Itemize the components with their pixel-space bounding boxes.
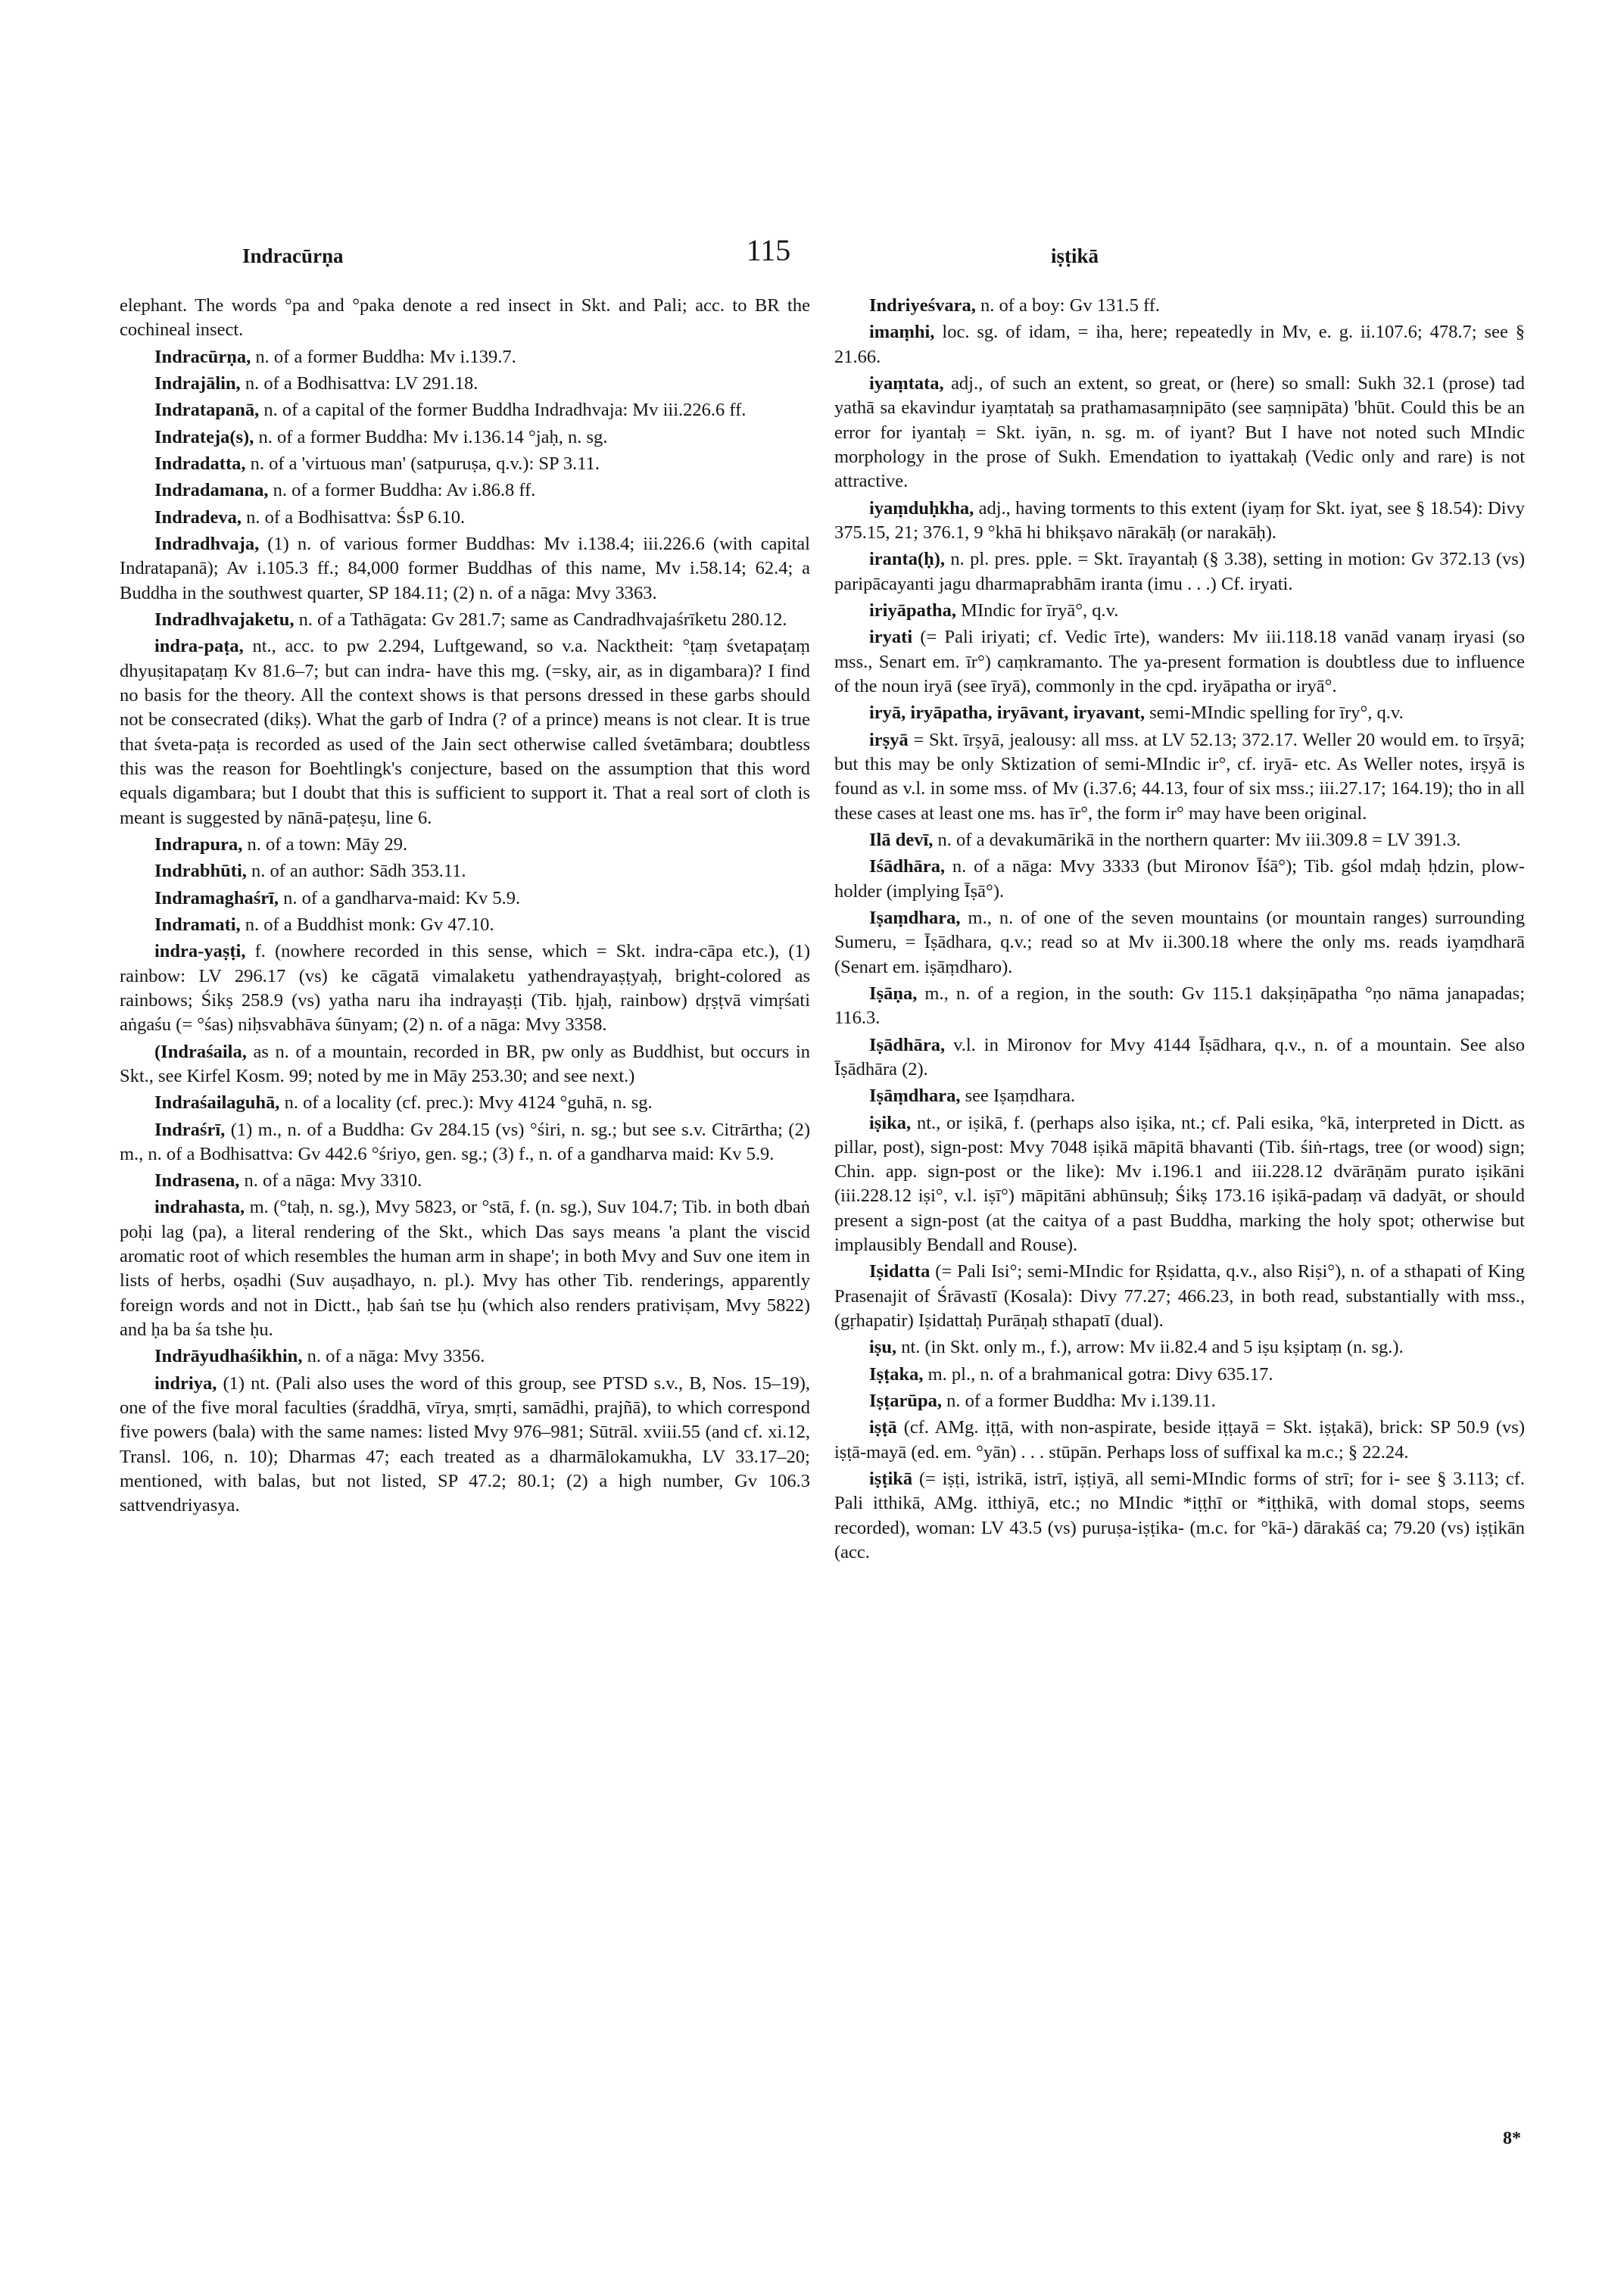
entry-text: (= iṣṭi, istrikā, istrī, iṣṭiyā, all semi-MIndic forms of strī; for i- see § 3.113; cf. Pali itthikā, AMg. itthiyā, etc.; no MIndic *iṭṭhī or *iṭṭhikā, with domal stops, seems recorded), woman: LV 43.5 (vs) puruṣa-iṣṭika- (m.c. for °kā-) dārakāś ca; 79.20 (vs) iṣṭikān (acc. <box>834 1469 1525 1563</box>
dictionary-entry <box>120 1169 810 1193</box>
entry-text: as n. of a mountain, recorded in BR, pw only as Buddhist, but occurs in Skt., see Kirfel Kosm. 99; noted by me in Māy 253.30; and see next.) <box>120 1041 811 1086</box>
entry-headword: Iṣādhāra, <box>869 1034 946 1055</box>
entry-text: n. of a boy: Gv 131.5 ff. <box>980 295 1161 316</box>
entry-text: (1) nt. (Pali also uses the word of this group, see PTSD s.v., B, Nos. 15–19), one of the five moral faculties (śraddhā, vīrya, smṛti, samādhi, prajñā), to which correspond five powers (bala) with the same names: listed Mvy 976–981; Sūtrāl. xviii.55 (and cf. xi.12, Transl. 106, n. 10); Dharmas 47; each treated as a dharmālokamukha, LV 33.17–20; mentioned, with balas, but not listed, SP 47.2; 80.1; (2) a high number, Gv 106.3 sattvendriyasya. <box>120 1372 810 1516</box>
dictionary-entry <box>834 1084 1525 1108</box>
dictionary-entry <box>834 1111 1525 1258</box>
entry-headword: indra-paṭa, <box>154 636 244 657</box>
dictionary-entry <box>120 859 810 883</box>
entry-text: nt., acc. to pw 2.294, Luftgewand, so v.a. Nacktheit: °ṭaṃ śvetapaṭaṃ dhyuṣitapaṭaṃ Kv 81.6–7; but can indra- have this mg. (=sky, air, as in digambara)? I find no basis for the theory. All the context shows is that persons dressed in these garbs should not be consecrated (dikṣ). What the garb of Indra (? of a prince) means is not clear. It is true that śveta-paṭa is recorded as used of the Jain sect otherwise called śvetāmbara; doubtless this was the reason for Boehtlingk's conjecture, based on the assumption that this word equals digambara; but I doubt that this is sufficient to support it. That a real sort of cloth is meant is suggested by nānā-paṭeṣu, line 6. <box>120 636 810 828</box>
dictionary-entry <box>120 478 810 503</box>
entry-text: adj., of such an extent, so great, or (here) so small: Sukh 32.1 (prose) tad yathā sa ekavindur iyaṃtataḥ sa prathamasaṃnipāto (see saṃnipāta) 'bhūt. Could this be an error for iyantaḥ = Skt. iyān, n. sg. m. of iyant? But I have not noted such MIndic morphology in the prose of Sukh. Emendation to iyattakaḥ (Vedic only and rare) is not attractive. <box>834 372 1526 492</box>
entry-text: n. of a former Buddha: Mv i.139.11. <box>946 1391 1216 1412</box>
entry-headword: Indraśailaguhā, <box>154 1092 280 1114</box>
dictionary-entry <box>834 1033 1525 1083</box>
entry-text: n. of a nāga: Mvy 3310. <box>244 1170 422 1192</box>
entry-text: (1) m., n. of a Buddha: Gv 284.15 (vs) °śiri, n. sg.; but see s.v. Citrārtha; (2) m., n. of a Bodhisattva: Gv 442.6 °śriyo, gen. sg.; (3) f., n. of a gandharva maid: Kv 5.9. <box>120 1119 811 1164</box>
entry-headword: indra-yaṣṭi, <box>154 941 246 962</box>
entry-text: n. of a Tathāgata: Gv 281.7; same as Candradhvajaśrīketu 280.12. <box>298 609 787 630</box>
entry-text: adj., having torments to this extent (iyaṃ for Skt. iyat, see § 18.54): Divy 375.15, 21; 376.1, 9 °khā hi bhikṣavo nārakāḥ (or narakāḥ). <box>834 497 1526 543</box>
dictionary-entry <box>834 1467 1525 1565</box>
dictionary-entry <box>120 634 810 830</box>
entry-headword: Indramati, <box>154 914 241 935</box>
entry-text: loc. sg. of idam, = iha, here; repeatedly in Mv, e. g. ii.107.6; 478.7; see § 21.66. <box>834 322 1526 367</box>
dictionary-entry <box>120 294 810 343</box>
entry-text: m., n. of one of the seven mountains (or mountain ranges) surrounding Sumeru, = Īṣādhara, q.v.; read so at Mv ii.300.18 where the only ms. reads iyaṃdharā (Senart em. iṣāṃdharo). <box>834 907 1526 977</box>
dictionary-entry <box>120 608 810 632</box>
entry-text: (1) n. of various former Buddhas: Mv i.138.4; iii.226.6 (with capital Indratapanā); Av i.105.3 ff.; 84,000 former Buddhas of this name, Mv i.58.14; 62.4; a Buddha in the southwest quarter, SP 184.11; (2) n. of a nāga: Mvy 3363. <box>120 533 810 603</box>
entry-text: m., n. of a region, in the south: Gv 115.1 dakṣiṇāpatha °ṇo nāma janapadas; 116.3. <box>834 983 1525 1029</box>
entry-text: n. of a former Buddha: Av i.86.8 ff. <box>273 480 536 501</box>
dictionary-entry <box>120 425 810 450</box>
entry-headword: Indradhvaja, <box>154 533 260 554</box>
entry-text: = Skt. īrṣyā, jealousy: all mss. at LV 52.13; 372.17. Weller 20 would em. to īrṣyā; but this may be only Sktization of semi-MIndic ir°, cf. iryā- etc. As Weller notes, irṣyā is found as v.l. in some mss. of Mv (i.37.6; 44.13, four of six mss.; iii.27.17; 164.19); tho in all these cases at least one ms. has īr°, the form ir° may have been original. <box>834 729 1526 824</box>
dictionary-entry <box>834 497 1525 546</box>
entry-headword: iṣika, <box>869 1112 912 1133</box>
entry-text: m. pl., n. of a brahmanical gotra: Divy 635.17. <box>927 1363 1273 1385</box>
entry-headword: indriya, <box>154 1372 217 1394</box>
running-head-right: iṣṭikā <box>1051 245 1099 267</box>
dictionary-entry <box>120 506 810 530</box>
entry-headword: indrahasta, <box>154 1197 245 1218</box>
dictionary-entry <box>120 1372 810 1519</box>
dictionary-entry <box>834 599 1525 623</box>
dictionary-entry <box>834 1416 1525 1465</box>
entry-headword: Iṣidatta <box>869 1261 930 1282</box>
entry-text: (= Pali Isi°; semi-MIndic for Ṛṣidatta, q.v., also Riṣi°), n. of a sthapati of King Prasenajit of Śrāvastī (Kosala): Divy 77.27; 466.23, in both read, substantially with mss., (gṛhapatir) Iṣidattaḥ Purāṇaḥ sthapatī (dual). <box>834 1261 1526 1332</box>
entry-text: nt. (in Skt. only m., f.), arrow: Mv ii.82.4 and 5 iṣu kṣiptaṃ (n. sg.). <box>901 1337 1404 1358</box>
entry-text: elephant. The words °pa and °paka denote a red insect in Skt. and Pali; acc. to BR the cochineal insect. <box>120 295 810 341</box>
dictionary-entry <box>834 728 1525 826</box>
entry-headword: Iṣṭaka, <box>869 1363 924 1385</box>
entry-headword: Iṣāṃdhara, <box>869 1086 961 1107</box>
entry-text: MIndic for īryā°, q.v. <box>961 600 1119 621</box>
entry-headword: iryā, iryāpatha, iryāvant, iryavant, <box>869 703 1146 724</box>
entry-headword: iṣṭikā <box>869 1469 913 1490</box>
entry-headword: Indracūrṇa, <box>154 346 251 367</box>
entry-headword: iṣu, <box>869 1337 897 1358</box>
dictionary-entry <box>834 1389 1525 1413</box>
entry-text: n. of a nāga: Mvy 3333 (but Mironov Īśā°); Tib. gśol mdaḥ ḥdzin, plow-holder (implying Īṣā°). <box>834 856 1526 902</box>
entry-text: n. of a 'virtuous man' (satpuruṣa, q.v.): SP 3.11. <box>250 453 600 474</box>
entry-headword: Iṣāṇa, <box>869 983 918 1004</box>
dictionary-entry <box>834 1260 1525 1333</box>
dictionary-entry <box>120 939 810 1037</box>
dictionary-entry <box>834 855 1525 904</box>
entry-headword: Iṣaṃdhara, <box>869 907 961 928</box>
entry-headword: Indriyeśvara, <box>869 295 976 316</box>
dictionary-entry <box>120 1118 810 1167</box>
entry-text: (= Pali iriyati; cf. Vedic īrte), wanders: Mv iii.118.18 vanād vanaṃ iryasi (so mss., Senart em. īr°) caṃkramanto. The ya-present formation is doubtless due to influence of the noun iryā (see īryā), commonly in the cpd. iryāpatha or iryā°. <box>834 627 1525 696</box>
entry-text: n. of a Buddhist monk: Gv 47.10. <box>245 914 494 935</box>
dictionary-entry <box>120 913 810 937</box>
entry-headword: Indramaghaśrī, <box>154 887 279 908</box>
entry-text: n. of a town: Māy 29. <box>247 833 408 855</box>
dictionary-entry <box>834 625 1525 699</box>
entry-headword: irṣyā <box>869 729 909 750</box>
dictionary-entry <box>834 372 1525 494</box>
entry-text: n. of a nāga: Mvy 3356. <box>307 1346 485 1367</box>
dictionary-entry <box>120 345 810 369</box>
entry-text: n. of a Bodhisattva: ŚsP 6.10. <box>246 506 466 528</box>
entry-text: nt., or iṣikā, f. (perhaps also iṣika, nt.; cf. Pali esika, °kā, interpreted in Dictt. as pillar, post), sign-post: Mvy 7048 iṣikā māpitā bhavanti (Tib. śiṅ-rtags, tree (or wood) sign; Chin. app. sign-post or the like): Mv i.196.1 and iii.228.12 dvārāṇām purato iṣikāni (iii.228.12 iṣi°, v.l. iṣī°) māpitāni abhūnsuḥ; Śikṣ 173.16 iṣikā-padaṃ vā dadyāt, or should present a sign-post (at the caitya of a past Buddha, marking the holy spot; otherwise but implausibly Bendall and Rouse). <box>834 1112 1526 1256</box>
dictionary-entry <box>120 1091 810 1115</box>
entry-text: n. of a Bodhisattva: LV 291.18. <box>245 372 478 394</box>
entry-headword: Indradatta, <box>154 453 246 474</box>
entry-headword: iriyāpatha, <box>869 600 957 621</box>
entry-headword: imaṃhi, <box>869 322 935 343</box>
entry-headword: Indrabhūti, <box>154 861 247 882</box>
dictionary-entry <box>120 452 810 476</box>
entry-headword: iṣṭā <box>869 1417 897 1438</box>
entry-text: v.l. in Mironov for Mvy 4144 Īṣādhara, q.v., n. of a mountain. See also Īṣādhāra (2). <box>834 1034 1525 1080</box>
dictionary-entry <box>120 1040 810 1089</box>
entry-text: semi-MIndic spelling for īry°, q.v. <box>1149 703 1404 724</box>
entry-headword: Indrajālin, <box>154 372 241 394</box>
entry-headword: Indradhvajaketu, <box>154 609 295 630</box>
entry-text: n. of a former Buddha: Mv i.139.7. <box>255 346 516 367</box>
entry-text: f. (nowhere recorded in this sense, which = Skt. indra-cāpa etc.), (1) rainbow: LV 296.17 (vs) ke cāgatā vimalaketu yathendrayaṣṭyaḥ, bright-colored as rainbows; Śikṣ 258.9 (vs) yatha naru iha indrayaṣṭi (Tib. ḥjaḥ, rainbow) dṛṣṭvā vimṛśati aṅgaśu (= °śas) niḥsvabhāva śūnyam; (2) n. of a nāga: Mvy 3358. <box>120 941 810 1036</box>
entry-headword: iyaṃduḥkha, <box>869 497 974 519</box>
entry-text: m. (°taḥ, n. sg.), Mvy 5823, or °stā, f. (n. sg.), Suv 104.7; Tib. in both dbaṅ poḥi lag (pa), a literal rendering of the Skt., which Das says means 'a plant the viscid aromatic root of which resembles the human arm in shape'; in both Mvy and Suv one item in lists of herbs, oṣadhi (Suv auṣadhayo, n. pl.). Mvy has other Tib. renderings, apparently foreign words and not in Dictt., ḥab śaṅ tse ḥu (which also renders prativiṣam, Mvy 5822) and ḥa ba śa tshe ḥu. <box>120 1197 811 1341</box>
signature-mark: 8* <box>1503 2129 1521 2148</box>
entry-text: see Iṣaṃdhara. <box>965 1086 1076 1107</box>
entry-text: n. of a devakumārikā in the northern quarter: Mv iii.309.8 = LV 391.3. <box>937 829 1461 850</box>
dictionary-entry <box>834 1363 1525 1387</box>
dictionary-entry <box>120 886 810 911</box>
entry-headword: iryati <box>869 627 913 648</box>
dictionary-entry <box>120 1195 810 1342</box>
left-column <box>120 294 810 1521</box>
dictionary-entry <box>120 532 810 606</box>
entry-headword: iyaṃtata, <box>869 372 944 394</box>
running-head-left: Indracūrṇa <box>242 245 344 267</box>
right-column <box>834 294 1525 1567</box>
entry-text: n. of a former Buddha: Mv i.136.14 °jaḥ, n. sg. <box>258 426 608 447</box>
entry-headword: Indrāyudhaśikhin, <box>154 1346 303 1367</box>
dictionary-entry <box>834 320 1525 369</box>
dictionary-entry <box>834 906 1525 980</box>
entry-headword: Iṣṭarūpa, <box>869 1391 942 1412</box>
entry-headword: Indradamana, <box>154 480 269 501</box>
entry-headword: Indradeva, <box>154 506 242 528</box>
entry-headword: Indrasena, <box>154 1170 240 1192</box>
dictionary-entry <box>834 1335 1525 1360</box>
entry-headword: Indrapura, <box>154 833 243 855</box>
entry-text: (cf. AMg. iṭṭā, with non-aspirate, beside iṭṭayā = Skt. iṣṭakā), brick: SP 50.9 (vs) iṣṭā-mayā (ed. em. °yān) . . . stūpān. Perhaps loss of suffixal ka m.c.; § 22.24. <box>834 1417 1525 1463</box>
dictionary-entry <box>834 294 1525 318</box>
entry-headword: Indratapanā, <box>154 400 260 421</box>
entry-headword: Iśādhāra, <box>869 856 946 877</box>
dictionary-entry <box>834 828 1525 852</box>
entry-headword: Indrateja(s), <box>154 426 254 447</box>
dictionary-entry <box>120 1344 810 1369</box>
entry-headword: Indraśrī, <box>154 1119 226 1140</box>
dictionary-entry <box>834 547 1525 597</box>
entry-headword: Ilā devī, <box>869 829 934 850</box>
dictionary-entry <box>834 982 1525 1031</box>
entry-text: n. of a gandharva-maid: Kv 5.9. <box>283 887 521 908</box>
entry-text: n. of a capital of the former Buddha Indradhvaja: Mv iii.226.6 ff. <box>263 400 747 421</box>
entry-text: n. of an author: Sādh 353.11. <box>251 861 466 882</box>
dictionary-entry <box>120 398 810 422</box>
entry-headword: (Indraśaila, <box>154 1041 247 1062</box>
entry-text: n. of a locality (cf. prec.): Mvy 4124 °guhā, n. sg. <box>284 1092 653 1114</box>
dictionary-entry <box>120 372 810 396</box>
page-number: 115 <box>746 233 791 267</box>
dictionary-entry <box>834 701 1525 725</box>
entry-text: n. pl. pres. pple. = Skt. īrayantaḥ (§ 3.38), setting in motion: Gv 372.13 (vs) paripācayanti jagu dharmaprabhām iranta (imu . . .) Cf. iryati. <box>834 549 1525 594</box>
entry-headword: iranta(ḥ), <box>869 549 946 570</box>
dictionary-entry <box>120 833 810 857</box>
